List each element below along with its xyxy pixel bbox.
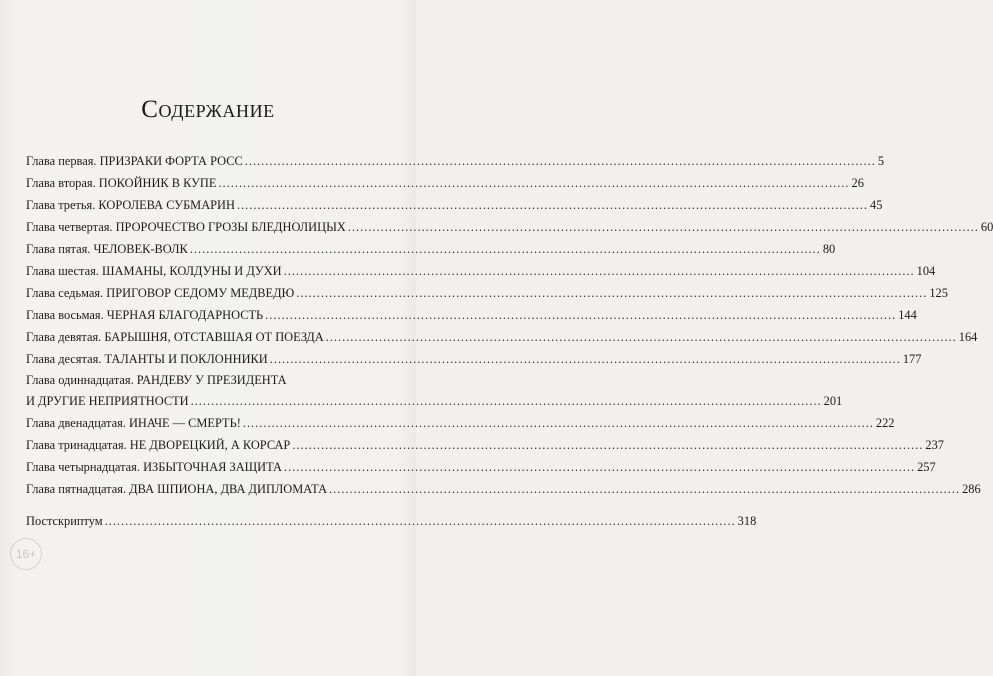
toc-entry-line2	[26, 390, 843, 412]
toc-entry-label: Глава первая. ПРИЗРАКИ ФОРТА РОСС	[26, 154, 243, 168]
toc-entry-13	[26, 434, 944, 456]
toc-entry-label: Глава десятая. ТАЛАНТЫ И ПОКЛОННИКИ	[26, 352, 268, 366]
toc-entry-page: 164	[958, 330, 978, 344]
toc-entry-7	[26, 282, 948, 304]
age-rating-badge: 16+	[10, 538, 42, 570]
toc-leader-dots	[329, 478, 960, 500]
toc-entry-page: 318	[737, 514, 757, 528]
toc-entry-11	[26, 370, 843, 412]
toc-entry-label: Глава тринадцатая. НЕ ДВОРЕЦКИЙ, А КОРСАР	[26, 438, 291, 452]
toc-entry-6	[26, 260, 936, 282]
toc-entry-10	[26, 348, 922, 370]
toc-entry-label: Постскриптум	[26, 514, 103, 528]
toc-entry-label: Глава девятая. БАРЫШНЯ, ОТСТАВШАЯ ОТ ПОЕЗДА	[26, 330, 324, 344]
toc-entry-label: Глава одиннадцатая. РАНДЕВУ У ПРЕЗИДЕНТА	[26, 373, 287, 387]
toc-leader-dots	[284, 456, 915, 478]
toc-entry-page: 286	[962, 482, 981, 496]
toc-entry-page: 45	[870, 198, 883, 212]
toc-entry-3	[26, 194, 883, 216]
toc-entry-2	[26, 172, 864, 194]
toc-leader-dots	[284, 260, 915, 282]
toc-entry-page: 237	[925, 438, 944, 452]
page-title: Содержание	[141, 96, 275, 123]
toc-entry-label-continued: И ДРУГИЕ НЕПРИЯТНОСТИ	[26, 394, 189, 408]
toc-leader-dots	[218, 172, 849, 194]
toc-entry-label: Глава пятая. ЧЕЛОВЕК-ВОЛК	[26, 242, 188, 256]
toc-entry-label: Глава двенадцатая. ИНАЧЕ — СМЕРТЬ!	[26, 416, 241, 430]
toc-entry-page: 144	[898, 308, 917, 322]
toc-entry-15	[26, 478, 981, 500]
toc-leader-dots	[237, 194, 868, 216]
toc-entry-page: 125	[929, 286, 948, 300]
toc-entry-label: Глава четвертая. ПРОРОЧЕСТВО ГРОЗЫ БЛЕДНОЛИЦЫХ	[26, 220, 346, 234]
toc-entry-page: 60	[980, 220, 993, 234]
toc-entry-page: 5	[877, 154, 885, 168]
toc-entry-page: 26	[851, 176, 864, 190]
toc-entry-9	[26, 326, 978, 348]
toc-entry-8	[26, 304, 917, 326]
toc-entry-page: 80	[822, 242, 836, 256]
toc-entry-12	[26, 412, 895, 434]
toc-entry-label: Глава восьмая. ЧЕРНАЯ БЛАГОДАРНОСТЬ	[26, 308, 264, 322]
toc-entry-page: 201	[823, 394, 843, 408]
toc-entry-14	[26, 456, 936, 478]
toc-leader-dots	[243, 412, 874, 434]
toc-entry-page: 177	[902, 352, 922, 366]
toc-entry-page: 257	[917, 460, 936, 474]
toc-leader-dots	[105, 510, 736, 532]
toc-entry-page: 222	[875, 416, 895, 430]
toc-leader-dots	[270, 348, 901, 370]
table-of-contents	[26, 150, 993, 532]
toc-entry-label: Глава вторая. ПОКОЙНИК В КУПЕ	[26, 176, 217, 190]
toc-entry-page: 104	[916, 264, 936, 278]
toc-entry-postscript	[26, 510, 757, 532]
toc-leader-dots	[296, 282, 927, 304]
toc-leader-dots	[190, 238, 821, 260]
toc-entry-label: Глава третья. КОРОЛЕВА СУБМАРИН	[26, 198, 235, 212]
toc-leader-dots	[191, 390, 822, 412]
toc-entry-5	[26, 238, 836, 260]
toc-entry-1	[26, 150, 885, 172]
toc-leader-dots	[326, 326, 957, 348]
toc-entry-label: Глава шестая. ШАМАНЫ, КОЛДУНЫ И ДУХИ	[26, 264, 282, 278]
toc-entry-label: Глава пятнадцатая. ДВА ШПИОНА, ДВА ДИПЛОМАТА	[26, 482, 328, 496]
toc-leader-dots	[292, 434, 923, 456]
toc-leader-dots	[348, 216, 979, 238]
toc-entry-label: Глава четырнадцатая. ИЗБЫТОЧНАЯ ЗАЩИТА	[26, 460, 283, 474]
toc-leader-dots	[245, 150, 876, 172]
toc-entry-label: Глава седьмая. ПРИГОВОР СЕДОМУ МЕДВЕДЮ	[26, 286, 295, 300]
toc-entry-4	[26, 216, 993, 238]
toc-leader-dots	[265, 304, 896, 326]
